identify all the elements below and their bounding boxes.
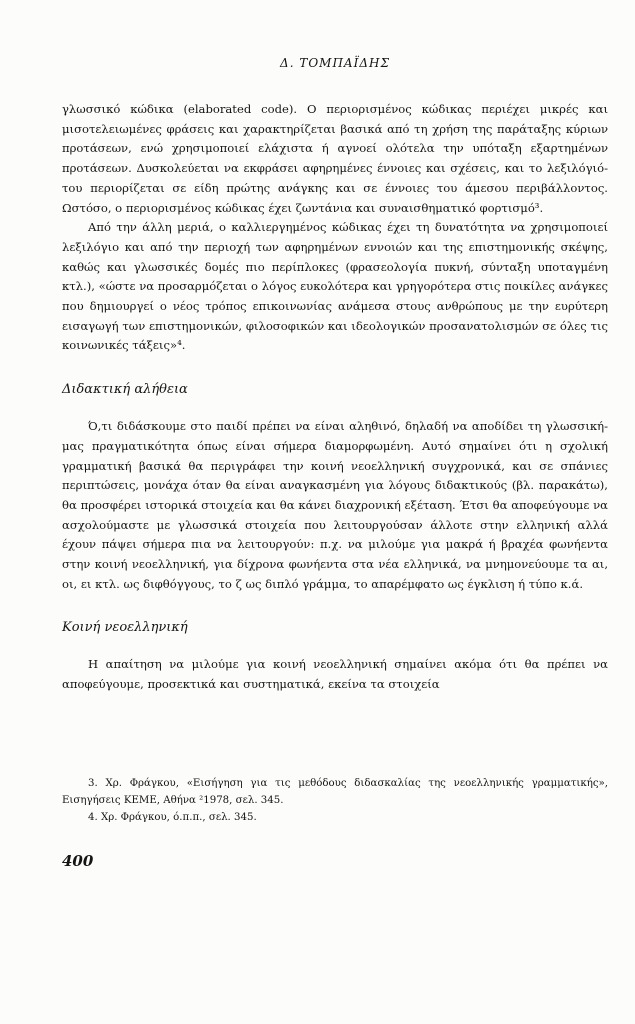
footnotes (62, 775, 608, 826)
section-heading-didactic-truth: Διδακτική αλήθεια (62, 382, 188, 398)
page (62, 56, 608, 870)
paragraph-3: Ό,τι διδάσκουμε στο παιδί πρέπει να είναι αληθινό, δηλαδή να αποδίδει τη γλωσσική-μας πραγματικότητα όπως είναι σήμερα διαμορφωμένη. Αυτό σημαίνει ότι η σχολική γραμματική βασικά θα περιγράφει την κοινή νεοελληνική συγχρονικά, και σε σπάνιες περιπτώσεις, μονάχα όταν θα είναι αναγκασμένη για λόγους διδακτικούς (βλ. παρακάτω), θα προσφέρει ιστορικά στοιχεία και θα κάνει διαχρονική εξέταση. Έτσι θα αποφεύγουμε να ασχολούμαστε με γλωσσικά στοιχεία που λειτουργούσαν άλλοτε στην ελληνική αλλά έχουν πάψει σήμερα πια να λειτουργούν: π.χ. να μιλούμε για μακρά ή βραχέα φωνήεντα στην κοινή νεοελληνική, για δίχρονα φωνήεντα στα νέα ελληνικά, να μνημονεύουμε τα αι, οι, ει κτλ. ως διφθόγγους, το ζ ως διπλό γράμμα, το απαρέμφατο ως έγκλιση ή τύπο κ.ά. (62, 419, 608, 591)
footnote-4: 4. Χρ. Φράγκου, ό.π.π., σελ. 345. (88, 811, 257, 823)
paragraph-4: Η απαίτηση να μιλούμε για κοινή νεοελληνική σημαίνει ακόμα ότι θα πρέπει να αποφεύγουμε, προσεκτικά και συστηματικά, εκείνα τα στοιχεία (62, 657, 608, 692)
section-heading-common-modern-greek: Κοινή νεοελληνική (62, 620, 188, 636)
paragraph-1: γλωσσικό κώδικα (elaborated code). Ο περιορισμένος κώδικας περιέχει μικρές και μισοτελειωμένες φράσεις και χαρακτηρίζεται βασικά από τη χρήση της παράταξης κύριων προτάσεων, ενώ χρησιμοποιεί ελάχιστα ή αγνοεί ολότελα την υπόταξη εξαρτημένων προτάσεων. Δυσκολεύεται να εκφράσει αφηρημένες έννοιες και σχέσεις, και το λεξιλόγιό-του περιορίζεται σε είδη πρώτης ανάγκης και σε έννοιες του άμεσου περιβάλλοντος. Ωστόσο, ο περιορισμένος κώδικας έχει ζωντάνια και συναισθηματικό φορτισμό³. (62, 102, 608, 215)
running-head: Δ. ΤΟΜΠΑΪΔΗΣ (280, 56, 390, 70)
footnote-3: 3. Χρ. Φράγκου, «Εισήγηση για τις μεθόδους διδασκαλίας της νεοελληνικής γραμματικής», Εισηγήσεις ΚΕΜΕ, Αθήνα ²1978, σελ. 345. (62, 777, 608, 806)
page-number: 400 (62, 851, 94, 870)
paragraph-2: Από την άλλη μεριά, ο καλλιεργημένος κώδικας έχει τη δυνατότητα να χρησιμοποιεί λεξιλόγιο και από την περιοχή των αφηρημένων εννοιών και της επιστημονικής σκέψης, καθώς και γλωσσικές δομές πιο περίπλοκες (φρασεολογία πυκνή, σύνταξη υποταγμένη κτλ.), «ώστε να προσαρμόζεται ο λόγος ευκολότερα και γρηγορότερα στις ποικίλες ανάγκες που δημιουργεί ο νέος τρόπος επικοινωνίας ανάμεσα στους ανθρώπους με την ευρύτερη εισαγωγή των επιστημονικών, φιλοσοφικών και ιδεολογικών προσανατολισμών σε όλες τις κοινωνικές τάξεις»⁴. (62, 220, 608, 353)
